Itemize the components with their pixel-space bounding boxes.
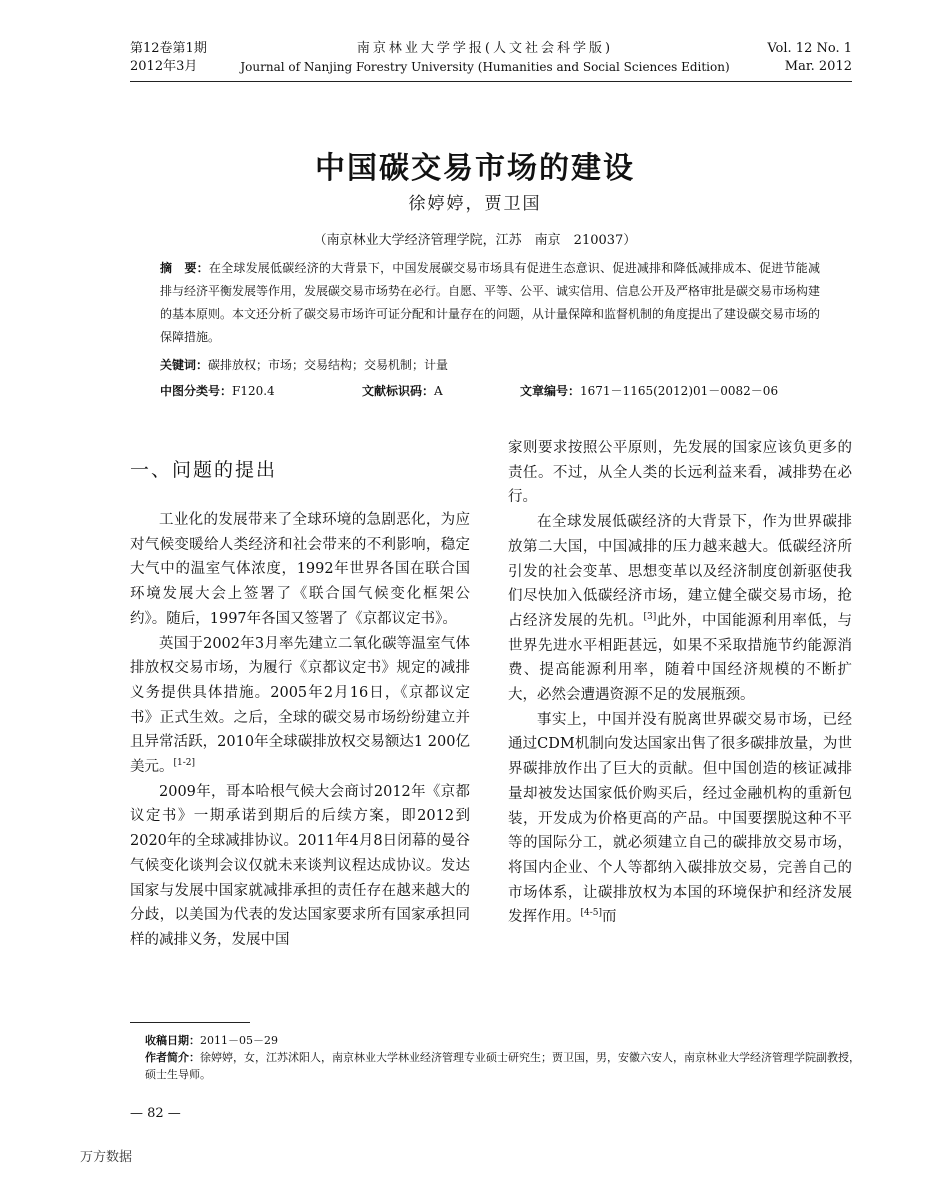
paragraph (508, 708, 852, 930)
paragraph-text: 事实上，中国并没有脱离世界碳交易市场，已经通过CDM机制向发达国家出售了很多碳排放量，为世界碳排放作出了巨大的贡献。但中国创造的核证减排量却被发达国家低价购买后，经过金融机构的重新包装，开发成为价格更高的产品。中国要摆脱这种不平等的国际分工，就必须建立自己的碳排放交易市场，将国内企业、个人等都纳入碳排放交易，完善自己的市场体系，让碳排放权为本国的环境保护和经济发展发挥作用。 (508, 711, 852, 926)
paragraph-text: 而 (602, 909, 617, 926)
body-column-right (508, 436, 852, 930)
article-number-value: 1671－1165(2012)01－0082－06 (580, 384, 779, 398)
paragraph (130, 632, 470, 780)
paragraph-text: 在全球发展低碳经济的大背景下，作为世界碳排放第二大国，中国减排的压力越来越大。低碳经济所引发的社会变革、思想变革以及经济制度创新驱使我们尽快加入低碳经济市场，建立健全碳交易市场，抢占经济发展的先机。 (508, 514, 852, 629)
doc-code-label: 文献标识码： (362, 384, 435, 398)
watermark: 万方数据 (80, 1150, 133, 1165)
footnote-rule (130, 1022, 250, 1023)
journal-issue-info-en (767, 40, 852, 76)
footnotes (145, 1032, 860, 1083)
bio-label: 作者简介： (145, 1051, 200, 1064)
journal-issue-info (130, 40, 207, 76)
citation-ref: [3] (643, 612, 657, 623)
paragraph (508, 510, 852, 708)
journal-name (220, 40, 750, 76)
volume-issue: 第12卷第1期 (130, 41, 207, 56)
article-authors: 徐婷婷，贾卫国 (408, 194, 542, 214)
keywords-text: 碳排放权；市场；交易结构；交易机制；计量 (208, 358, 449, 372)
paragraph: 家则要求按照公平原则，先发展的国家应该负更多的责任。不过，从全人类的长远利益来看，减排势在必行。 (508, 440, 852, 506)
header-rule (130, 81, 852, 82)
article-number-label: 文章编号： (520, 384, 581, 398)
doc-code-value: A (434, 384, 443, 398)
citation-ref: [4-5] (580, 908, 603, 919)
journal-name-en: Journal of Nanjing Forestry University (Humanities and Social Sciences Edition) (240, 60, 730, 74)
journal-name-cn: 南京林业大学学报(人文社会科学版) (356, 41, 614, 56)
clc-label: 中图分类号： (160, 384, 233, 398)
author-affiliation: （南京林业大学经济管理学院，江苏 南京 210037） (313, 233, 637, 248)
paragraph-text: 此外，中国能源利用率低，与世界先进水平相距甚远，如果不采取措施节约能源消费、提高能源利用率，随着中国经济规模的不断扩大，必然会遭遇资源不足的发展瓶颈。 (508, 612, 853, 704)
received-value: 2011－05－29 (200, 1034, 278, 1047)
paragraph-text: 英国于2002年3月率先建立二氧化碳等温室气体排放权交易市场，为履行《京都议定书》规定的减排义务提供具体措施。2005年2月16日，《京都议定书》正式生效。之后，全球的碳交易市场纷纷建立并且异常活跃，2010年全球碳排放权交易额达1 200亿美元。 (130, 635, 470, 776)
bio-text: 徐婷婷，女，江苏沭阳人，南京林业大学林业经济管理专业硕士研究生；贾卫国，男，安徽六安人，南京林业大学经济管理学院副教授，硕士生导师。 (145, 1051, 860, 1081)
keywords (160, 355, 820, 375)
paragraph: 工业化的发展带来了全球环境的急剧恶化，为应对气候变暖给人类经济和社会带来的不利影响，稳定大气中的温室气体浓度，1992年世界各国在联合国环境发展大会上签署了《联合国气候变化框架公约》。随后，1997年各国又签署了《京都议定书》。 (130, 512, 470, 627)
author-bio (145, 1049, 860, 1083)
abstract-text: 在全球发展低碳经济的大背景下，中国发展碳交易市场具有促进生态意识、促进减排和降低减排成本、促进节能减排与经济平衡发展等作用，发展碳交易市场势在必行。自愿、平等、公平、诚实信用、信息公开及严格审批是碳交易市场构建的基本原则。本文还分析了碳交易市场许可证分配和计量存在的问题，从计量保障和监督机制的角度提出了建设碳交易市场的保障措施。 (160, 261, 821, 344)
article-title: 中国碳交易市场的建设 (315, 151, 635, 186)
body-column-left (130, 508, 470, 953)
article-number (520, 382, 778, 399)
abstract-label: 摘 要： (160, 261, 209, 275)
issue-date: 2012年3月 (130, 59, 198, 74)
issue-date-en: Mar. 2012 (784, 59, 852, 74)
volume-issue-en: Vol. 12 No. 1 (767, 41, 852, 56)
paragraph: 2009年，哥本哈根气候大会商讨2012年《京都议定书》一期承诺到期后的后续方案，即2012到2020年的全球减排协议。2011年4月8日闭幕的曼谷气候变化谈判会议仅就未来谈判议程达成协议。发达国家与发展中国家就减排承担的责任存在越来越大的分歧，以美国为代表的发达国家要求所有国家承担同样的减排义务，发展中国 (130, 783, 470, 948)
keywords-label: 关键词： (160, 358, 209, 372)
clc-value: F120.4 (232, 384, 275, 398)
section-heading: 一、问题的提出 (130, 459, 278, 481)
page-number: — 82 — (130, 1106, 181, 1121)
clc-number (160, 382, 275, 399)
citation-ref: [1-2] (173, 758, 196, 769)
received-date (145, 1032, 860, 1049)
abstract (160, 257, 820, 349)
document-code (362, 382, 443, 399)
received-label: 收稿日期： (145, 1034, 200, 1047)
